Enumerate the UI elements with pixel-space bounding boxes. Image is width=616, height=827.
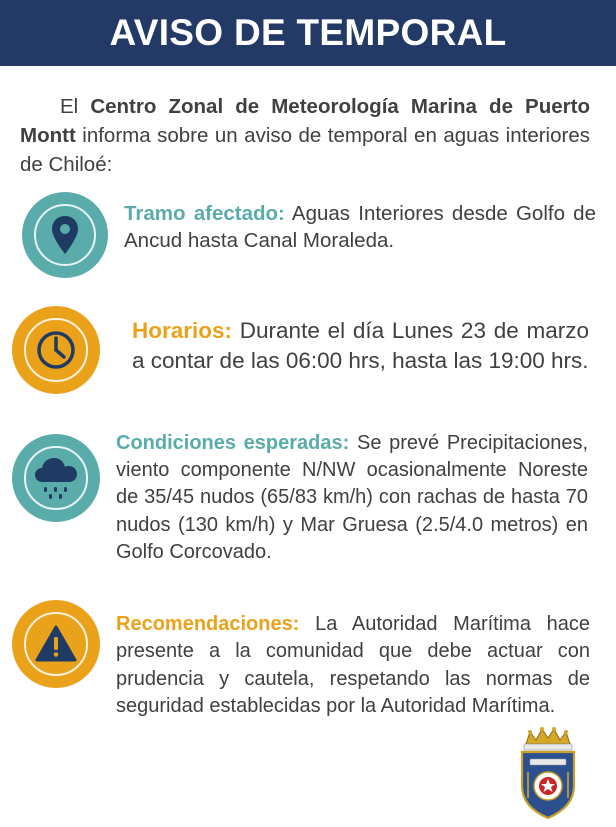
recommendations-label: Recomendaciones: (116, 613, 300, 635)
intro-paragraph (20, 92, 590, 179)
expected-conditions-label: Condiciones esperadas: (116, 432, 350, 454)
rain-cloud-icon (12, 434, 100, 522)
armada-crest-icon (516, 726, 580, 820)
page-title: AVISO DE TEMPORAL (109, 12, 507, 53)
intro-organization: Centro Zonal de Meteorología Marina de Puerto Montt (20, 95, 590, 147)
affected-section-label: Tramo afectado: (124, 202, 285, 225)
location-pin-icon (22, 192, 108, 278)
expected-conditions-text (116, 430, 588, 566)
schedule-text (132, 316, 589, 376)
intro-lead: El (60, 95, 91, 118)
clock-glyph (35, 329, 77, 371)
rain-cloud-glyph (33, 456, 79, 500)
affected-section-text (124, 200, 596, 254)
warning-glyph (35, 625, 77, 663)
schedule-label: Horarios: (132, 318, 233, 343)
location-pin-glyph (50, 215, 80, 255)
warning-icon (12, 600, 100, 688)
recommendations-value: La Autoridad Marítima hace presente a la comunidad que debe actuar con prudencia y cautela, respetando las normas de seguridad establecidas por la Autoridad Marítima. (116, 613, 590, 718)
header-banner (0, 0, 616, 66)
expected-conditions-value: Se prevé Precipitaciones, viento componente N/NW ocasionalmente Noreste de 35/45 nudos (65/83 km/h) con rachas de hasta 70 nudos (130 km/h) y Mar Gruesa (2.5/4.0 metros) en Golfo Corcovado. (116, 432, 589, 563)
schedule-value: Durante el día Lunes 23 de marzo a contar de las 06:00 hrs, hasta las 19:00 hrs. (132, 318, 589, 373)
affected-section-value: Aguas Interiores desde Golfo de Ancud hasta Canal Moraleda. (124, 202, 596, 252)
intro-rest: informa sobre un aviso de temporal en aguas interiores de Chiloé: (20, 124, 590, 176)
recommendations-text (116, 611, 590, 721)
clock-icon (12, 306, 100, 394)
